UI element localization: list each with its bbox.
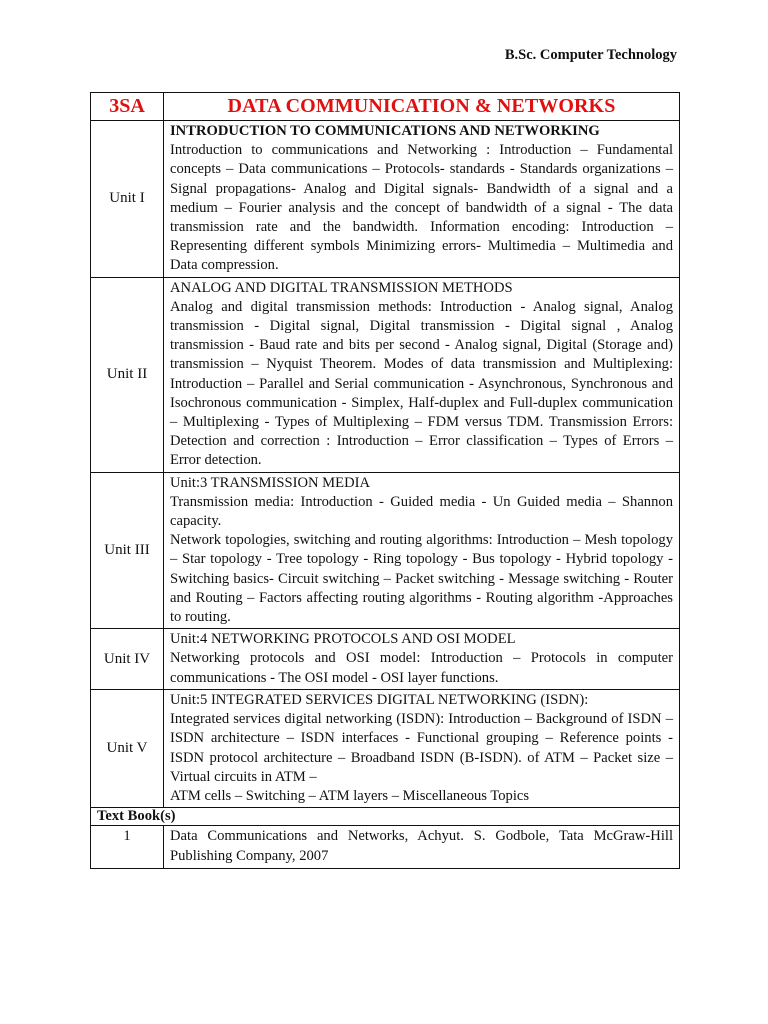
textbook-citation: Data Communications and Networks, Achyut. S. Godbole, Tata McGraw-Hill Publishing Company, 2007	[164, 826, 680, 869]
course-title: DATA COMMUNICATION & NETWORKS	[164, 93, 680, 121]
unit-label: Unit V	[91, 689, 164, 807]
unit-content	[164, 121, 680, 278]
unit-heading: Unit:5 INTEGRATED SERVICES DIGITAL NETWORKING (ISDN):	[170, 691, 589, 708]
unit-row-5	[91, 689, 680, 807]
unit-content	[164, 277, 680, 472]
course-code: 3SA	[91, 93, 164, 121]
unit-heading: INTRODUCTION TO COMMUNICATIONS AND NETWORKING	[170, 123, 600, 139]
course-title-row	[91, 93, 680, 121]
unit-row-2	[91, 277, 680, 472]
textbook-label-row	[91, 808, 680, 826]
unit-heading: Unit:3 TRANSMISSION MEDIA	[170, 474, 371, 491]
program-header: B.Sc. Computer Technology	[504, 47, 677, 63]
syllabus-table	[90, 92, 680, 869]
unit-heading: ANALOG AND DIGITAL TRANSMISSION METHODS	[170, 279, 513, 296]
textbook-label: Text Book(s)	[91, 808, 680, 826]
unit-row-1	[91, 121, 680, 278]
unit-body: Introduction to communications and Networking : Introduction – Fundamental concepts – Data communications – Protocols- standards - Standards organizations – Signal propagations- Analog and Digital signals- Bandwidth of a signal and a medium – Fourier analysis and the concept of bandwidth of a signal - The data transmission rate and the bandwidth. Information encoding: Introduction – Representing different symbols Minimizing errors- Multimedia – Multimedia and Data compression.	[170, 142, 673, 274]
unit-body: Networking protocols and OSI model: Introduction – Protocols in computer communications - The OSI model - OSI layer functions.	[170, 650, 673, 686]
unit-label: Unit II	[91, 277, 164, 472]
unit-row-4	[91, 629, 680, 690]
unit-body: Analog and digital transmission methods: Introduction - Analog signal, Analog transmission - Digital signal, Digital transmission - Digital signal , Analog transmission - Baud rate and bits per second - Analog signal, Digital (Storage and) transmission – Nyquist Theorem. Modes of data transmission and Multiplexing: Introduction – Parallel and Serial communication - Asynchronous, Synchronous and Isochronous communication - Simplex, Half-duplex and Full-duplex communication – Multiplexing - Types of Multiplexing – FDM versus TDM. Transmission Errors: Detection and correction : Introduction – Error classification – Types of Errors – Error detection.	[170, 298, 673, 469]
unit-row-3	[91, 472, 680, 629]
unit-heading: Unit:4 NETWORKING PROTOCOLS AND OSI MODEL	[170, 631, 516, 648]
unit-content	[164, 689, 680, 807]
unit-content	[164, 472, 680, 629]
unit-body-continued: ATM cells – Switching – ATM layers – Miscellaneous Topics	[170, 787, 530, 804]
unit-content	[164, 629, 680, 690]
unit-label: Unit I	[91, 121, 164, 278]
textbook-number: 1	[91, 826, 164, 869]
unit-body-continued: Network topologies, switching and routing algorithms: Introduction – Mesh topology – Star topology - Tree topology - Ring topology - Bus topology - Hybrid topology - Switching basics- Circuit switching – Packet switching - Message switching - Router and Routing – Factors affecting routing algorithms - Routing algorithm -Approaches to routing.	[170, 532, 673, 626]
textbook-row	[91, 826, 680, 869]
unit-body: Transmission media: Introduction - Guided media - Un Guided media – Shannon capacity.	[170, 493, 673, 530]
unit-label: Unit III	[91, 472, 164, 629]
unit-label: Unit IV	[91, 629, 164, 690]
unit-body: Integrated services digital networking (ISDN): Introduction – Background of ISDN – ISDN architecture – ISDN interfaces - Functional grouping – Reference points - ISDN protocol architecture – Broadband ISDN (B-ISDN). of ATM – Packet size – Virtual circuits in ATM –	[170, 711, 673, 785]
